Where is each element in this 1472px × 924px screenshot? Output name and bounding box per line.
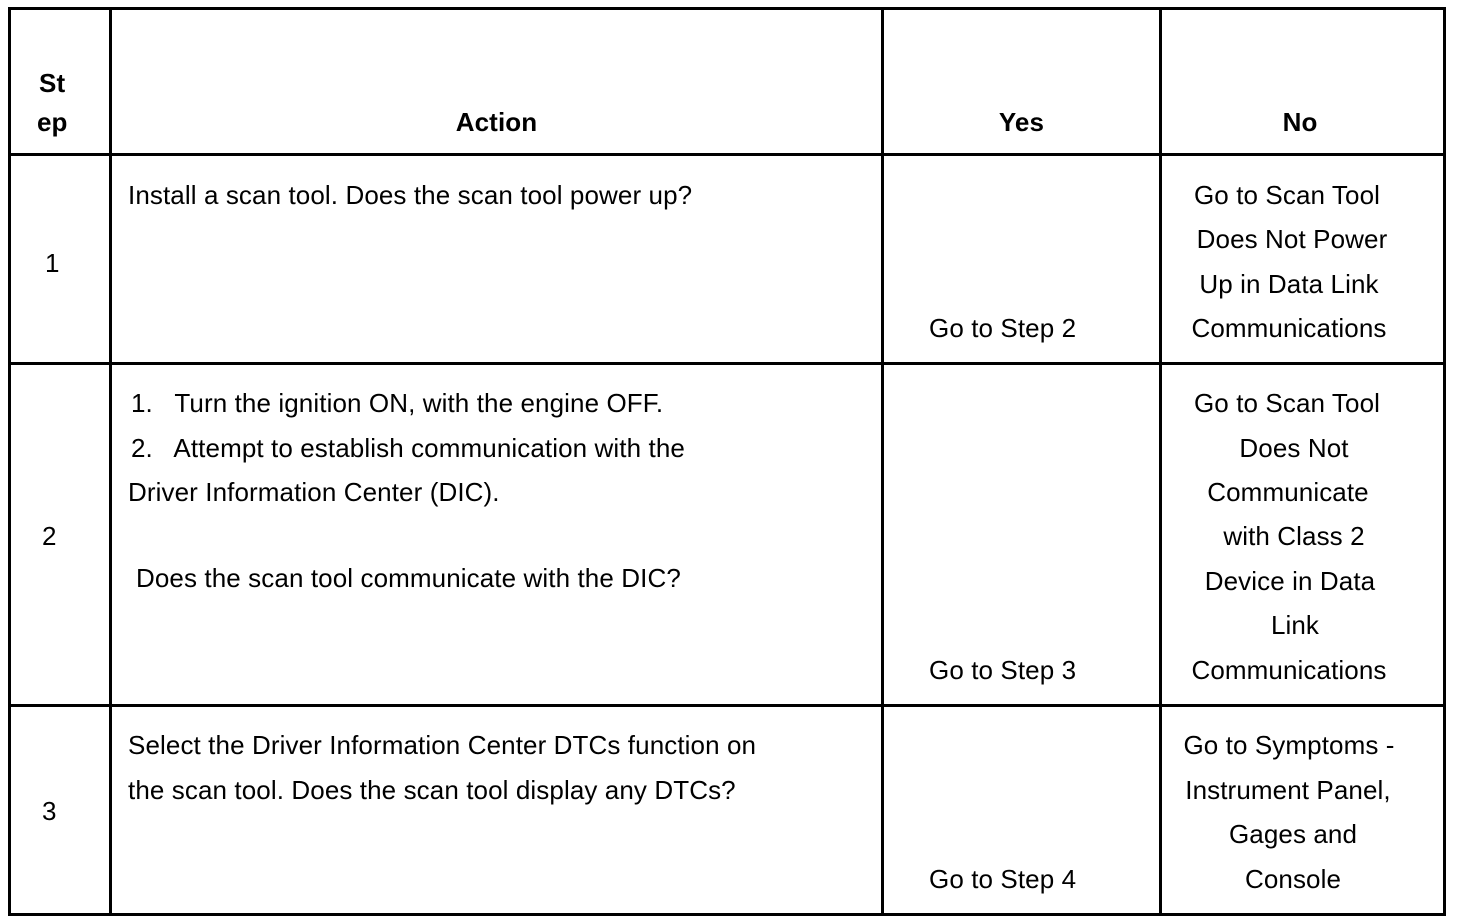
no-text: Link [1270,610,1320,640]
yes-text: Go to Step 2 [929,313,1077,343]
yes-text: Go to Step 3 [929,655,1077,685]
row-divider [8,704,1446,707]
no-text: Communicate [1207,477,1369,507]
no-text: Console [1244,864,1342,894]
step-number: 3 [42,796,57,826]
step-number: 2 [42,521,57,551]
action-text: Select the Driver Information Center DTCs function on [128,730,757,760]
header-divider [8,153,1446,156]
column-divider [109,7,112,916]
action-text: 1. Turn the ignition ON, with the engine OFF. [131,388,664,418]
no-text: Up in Data Link [1199,269,1379,299]
header-no: No [1282,107,1318,137]
no-text: Go to Scan Tool [1193,180,1381,210]
action-text: 2. Attempt to establish communication with the [131,433,685,463]
no-text: Communications [1191,313,1387,343]
column-divider [881,7,884,916]
no-text: Go to Scan Tool [1193,388,1381,418]
no-text: Go to Symptoms - [1183,730,1395,760]
action-text: the scan tool. Does the scan tool display any DTCs? [128,775,736,805]
no-text: Gages and [1228,819,1358,849]
header-yes: Yes [998,107,1045,137]
header-action: Action [455,107,538,137]
step-number: 1 [45,248,60,278]
header-step-line2: ep [37,107,68,137]
no-text: Communications [1191,655,1387,685]
no-text: Device in Data [1204,566,1376,596]
header-step-line1: St [39,68,66,98]
action-text: Driver Information Center (DIC). [128,477,500,507]
yes-text: Go to Step 4 [929,864,1077,894]
no-text: Does Not [1239,433,1349,463]
action-text: Does the scan tool communicate with the DIC? [136,563,681,593]
no-text: Does Not Power [1196,224,1388,254]
row-divider [8,362,1446,365]
action-text: Install a scan tool. Does the scan tool power up? [128,180,693,210]
no-text: Instrument Panel, [1185,775,1391,805]
column-divider [1159,7,1162,916]
no-text: with Class 2 [1223,521,1365,551]
